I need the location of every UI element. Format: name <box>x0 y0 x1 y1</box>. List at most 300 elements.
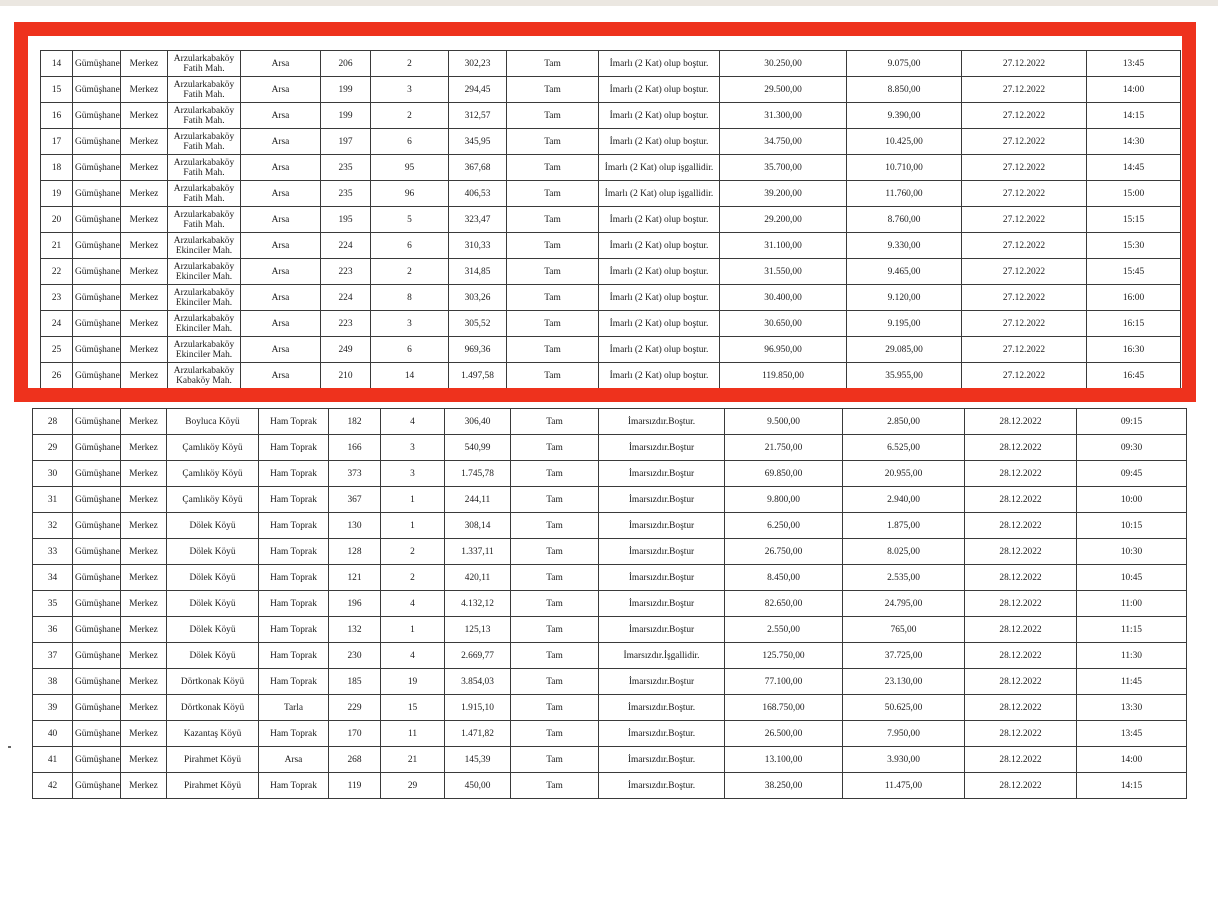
cell-saat: 14:45 <box>1087 155 1181 181</box>
cell-saat: 16:15 <box>1087 311 1181 337</box>
cell-hisse: Tam <box>507 285 599 311</box>
table-row <box>33 695 1187 721</box>
cell-bedel: 9.800,00 <box>725 487 843 513</box>
cell-ada: 373 <box>329 461 381 487</box>
table-row <box>33 643 1187 669</box>
cell-hisse: Tam <box>511 721 599 747</box>
cell-no: 18 <box>41 155 73 181</box>
cell-nitelik: Ham Toprak <box>259 539 329 565</box>
cell-il: Gümüşhane <box>73 565 121 591</box>
cell-saat: 15:15 <box>1087 207 1181 233</box>
cell-ilce: Merkez <box>121 51 168 77</box>
table-row <box>41 337 1181 363</box>
cell-durum: İmarlı (2 Kat) olup boştur. <box>599 285 720 311</box>
cell-durum: İmarsızdır.Boştur <box>599 669 725 695</box>
cell-yuzolcum: 310,33 <box>449 233 507 259</box>
cell-ilce: Merkez <box>121 435 167 461</box>
cell-mahalle-line: Ekinciler Mah. <box>175 271 233 282</box>
cell-nitelik: Arsa <box>241 285 321 311</box>
cell-bedel: 30.250,00 <box>720 51 847 77</box>
cell-no: 30 <box>33 461 73 487</box>
cell-tarih: 27.12.2022 <box>962 129 1087 155</box>
cell-ilce: Merkez <box>121 207 168 233</box>
table-row <box>33 773 1187 799</box>
cell-yuzolcum: 4.132,12 <box>445 591 511 617</box>
cell-nitelik: Ham Toprak <box>259 435 329 461</box>
cell-ada: 199 <box>321 103 371 129</box>
cell-tarih: 28.12.2022 <box>965 695 1077 721</box>
cell-saat: 11:15 <box>1077 617 1187 643</box>
cell-ada: 166 <box>329 435 381 461</box>
cell-parsel: 2 <box>381 539 445 565</box>
cell-hisse: Tam <box>507 389 599 399</box>
cell-yuzolcum: 1.471,82 <box>445 721 511 747</box>
cell-ilce: Merkez <box>121 773 167 799</box>
cell-parsel: 1 <box>381 617 445 643</box>
table-row <box>33 747 1187 773</box>
cell-no: 23 <box>41 285 73 311</box>
cell-mahalle <box>168 103 241 129</box>
cell-bedel: 30.650,00 <box>720 311 847 337</box>
table-row <box>41 77 1181 103</box>
cell-saat: 11:00 <box>1077 591 1187 617</box>
cell-il: Gümüşhane <box>73 747 121 773</box>
cell-ada: 249 <box>321 337 371 363</box>
cell-tarih: 27.12.2022 <box>962 285 1087 311</box>
cell-yuzolcum: 345,95 <box>449 129 507 155</box>
cell-mahalle: Çamlıköy Köyü <box>167 435 259 461</box>
cell-durum: İmarsızdır.Boştur <box>599 617 725 643</box>
cell-il: Gümüşhane <box>73 643 121 669</box>
cell-hisse: Tam <box>511 695 599 721</box>
cell-parsel: 4 <box>381 591 445 617</box>
cell-teminat: 9.330,00 <box>847 233 962 259</box>
cell-mahalle-line: Ekinciler Mah. <box>175 323 233 334</box>
cell-il: Gümüşhane <box>73 51 121 77</box>
cell-yuzolcum: 969,36 <box>449 337 507 363</box>
cell-hisse: Tam <box>511 643 599 669</box>
cell-teminat: 50.625,00 <box>843 695 965 721</box>
cell-il: Gümüşhane <box>73 617 121 643</box>
cell-saat: 13:30 <box>1077 695 1187 721</box>
cell-nitelik: Arsa <box>241 259 321 285</box>
cell-no: 14 <box>41 51 73 77</box>
cell-durum: İmarlı (2 Kat) olup boştur. <box>599 363 720 389</box>
cell-bedel: 125.750,00 <box>725 643 843 669</box>
table-row <box>33 617 1187 643</box>
cell-il: Gümüşhane <box>73 513 121 539</box>
cell-hisse: Tam <box>507 233 599 259</box>
cell-parsel: 95 <box>371 155 449 181</box>
cell-hisse: Tam <box>511 487 599 513</box>
cell-durum: İmarlı (2 Kat) olup boştur. <box>599 77 720 103</box>
cell-mahalle <box>168 233 241 259</box>
cell-bedel: 30.400,00 <box>720 285 847 311</box>
cell-hisse: Tam <box>507 155 599 181</box>
cell-durum: İmarlı (2 Kat) olup boştur. <box>599 259 720 285</box>
cell-nitelik: Ham Toprak <box>241 389 321 399</box>
cell-parsel: 4 <box>381 643 445 669</box>
cell-hisse: Tam <box>507 129 599 155</box>
cell-mahalle-line: Arzularkabaköy <box>173 183 235 194</box>
cell-nitelik: Arsa <box>241 311 321 337</box>
cell-durum: İmarlı (2 Kat) olup boştur. <box>599 337 720 363</box>
cell-mahalle <box>168 259 241 285</box>
cell-bedel: 9.500,00 <box>725 409 843 435</box>
cell-ada: 224 <box>321 285 371 311</box>
cell-teminat: 2.850,00 <box>843 409 965 435</box>
cell-il: Gümüşhane <box>73 155 121 181</box>
cell-no: 37 <box>33 643 73 669</box>
cell-teminat: 7.950,00 <box>843 721 965 747</box>
cell-saat: 10:30 <box>1077 539 1187 565</box>
cell-durum: İmarsızdır.Boştur <box>599 565 725 591</box>
cell-nitelik: Ham Toprak <box>259 721 329 747</box>
cell-no: 32 <box>33 513 73 539</box>
cell-no: 16 <box>41 103 73 129</box>
cell-saat: 11:45 <box>1077 669 1187 695</box>
cell-durum: İmarsızdır.Boştur <box>599 513 725 539</box>
cell-saat: 10:00 <box>1077 487 1187 513</box>
cell-bedel: 82.650,00 <box>725 591 843 617</box>
cell-ilce: Merkez <box>121 695 167 721</box>
cell-tarih: 27.12.2022 <box>962 51 1087 77</box>
cell-nitelik: Ham Toprak <box>259 565 329 591</box>
cell-mahalle <box>168 181 241 207</box>
cell-yuzolcum: 420,11 <box>445 565 511 591</box>
cell-ada: 130 <box>329 513 381 539</box>
cell-hisse: Tam <box>507 51 599 77</box>
cell-mahalle: Boyluca Köyü <box>168 389 241 399</box>
cell-mahalle: Dörtkonak Köyü <box>167 669 259 695</box>
cell-tarih: 27.12.2022 <box>962 155 1087 181</box>
cell-no: 17 <box>41 129 73 155</box>
cell-tarih: 27.12.2022 <box>962 259 1087 285</box>
cell-parsel: 6 <box>371 337 449 363</box>
cell-ilce: Merkez <box>121 539 167 565</box>
cell-no: 26 <box>41 363 73 389</box>
cell-mahalle-line: Arzularkabaköy <box>173 287 235 298</box>
cell-no: 42 <box>33 773 73 799</box>
cell-nitelik: Arsa <box>241 129 321 155</box>
cell-yuzolcum: 305,52 <box>449 311 507 337</box>
table-row <box>41 103 1181 129</box>
cell-hisse: Tam <box>511 773 599 799</box>
cell-no: 36 <box>33 617 73 643</box>
cell-ada: 367 <box>329 487 381 513</box>
cell-durum: İmarsızdır.Boştur. <box>599 389 720 399</box>
cell-teminat: 765,00 <box>843 617 965 643</box>
cell-parsel: 3 <box>381 461 445 487</box>
cell-hisse: Tam <box>507 181 599 207</box>
cell-ada: 199 <box>321 77 371 103</box>
cell-hisse: Tam <box>511 513 599 539</box>
cell-tarih: 28.12.2022 <box>965 591 1077 617</box>
cell-durum: İmarlı (2 Kat) olup boştur. <box>599 103 720 129</box>
cell-ilce: Merkez <box>121 363 168 389</box>
cell-ada: 195 <box>321 207 371 233</box>
cell-yuzolcum: 1.915,10 <box>445 695 511 721</box>
cell-saat: 16:00 <box>1087 285 1181 311</box>
cell-teminat: 11.475,00 <box>843 773 965 799</box>
cell-hisse: Tam <box>511 591 599 617</box>
cell-yuzolcum: 450,00 <box>445 773 511 799</box>
cell-yuzolcum: 367,68 <box>449 155 507 181</box>
cell-teminat: 23.130,00 <box>843 669 965 695</box>
cell-durum: İmarlı (2 Kat) olup işgallidir. <box>599 181 720 207</box>
table-row <box>33 669 1187 695</box>
cell-ilce: Merkez <box>121 337 168 363</box>
cell-ada: 185 <box>329 669 381 695</box>
cell-mahalle: Boyluca Köyü <box>167 409 259 435</box>
cell-il: Gümüşhane <box>73 77 121 103</box>
cell-parsel: 3 <box>381 435 445 461</box>
cell-ilce: Merkez <box>121 77 168 103</box>
cell-yuzolcum: 406,53 <box>449 181 507 207</box>
cell-parsel: 1 <box>381 513 445 539</box>
cell-il: Gümüşhane <box>73 487 121 513</box>
cell-teminat: 37.725,00 <box>843 643 965 669</box>
cell-ada: 206 <box>321 51 371 77</box>
cell-mahalle-line: Fatih Mah. <box>183 219 225 230</box>
cell-tarih: 27.12.2022 <box>962 181 1087 207</box>
cell-nitelik: Ham Toprak <box>259 773 329 799</box>
cell-nitelik: Ham Toprak <box>259 409 329 435</box>
auction-table-top <box>40 50 1181 399</box>
cell-hisse: Tam <box>511 409 599 435</box>
cell-saat: 09:45 <box>1077 461 1187 487</box>
cell-saat: 10:45 <box>1077 565 1187 591</box>
cell-nitelik: Tarla <box>259 695 329 721</box>
table-row <box>41 363 1181 389</box>
cell-no: 38 <box>33 669 73 695</box>
cell-no: 41 <box>33 747 73 773</box>
cell-mahalle-line: Arzularkabaköy <box>173 131 235 142</box>
cell-bedel: 26.500,00 <box>725 721 843 747</box>
cell-yuzolcum: 125,13 <box>445 617 511 643</box>
cell-mahalle: Pirahmet Köyü <box>167 773 259 799</box>
cell-tarih: 28.12.2022 <box>965 409 1077 435</box>
cell-tarih: 28.12.2022 <box>965 669 1077 695</box>
cell-yuzolcum: 308,14 <box>445 513 511 539</box>
table-row <box>41 155 1181 181</box>
cell-bedel: 34.750,00 <box>720 129 847 155</box>
cell-saat: 15:30 <box>1087 233 1181 259</box>
cell-bedel: 66.450,00 <box>720 389 847 399</box>
cell-no: 24 <box>41 311 73 337</box>
cell-mahalle-line: Arzularkabaköy <box>173 209 235 220</box>
cell-il: Gümüşhane <box>73 337 121 363</box>
cell-ilce: Merkez <box>121 259 168 285</box>
cell-yuzolcum: 244,11 <box>445 487 511 513</box>
cell-nitelik: Arsa <box>241 155 321 181</box>
cell-durum: İmarlı (2 Kat) olup boştur. <box>599 129 720 155</box>
cell-hisse: Tam <box>507 77 599 103</box>
cell-teminat: 10.710,00 <box>847 155 962 181</box>
cell-yuzolcum: 3.854,03 <box>445 669 511 695</box>
cell-il: Gümüşhane <box>73 721 121 747</box>
cell-saat: 15:00 <box>1087 181 1181 207</box>
cell-il: Gümüşhane <box>73 207 121 233</box>
cell-mahalle: Dölek Köyü <box>167 643 259 669</box>
cell-saat: 14:30 <box>1087 129 1181 155</box>
cell-tarih: 28.12.2022 <box>962 389 1087 399</box>
cell-mahalle: Dölek Köyü <box>167 591 259 617</box>
cell-tarih: 27.12.2022 <box>962 77 1087 103</box>
cell-saat: 10:15 <box>1077 513 1187 539</box>
cell-hisse: Tam <box>507 363 599 389</box>
cell-teminat: 29.085,00 <box>847 337 962 363</box>
cell-parsel: 2 <box>371 389 449 399</box>
cell-nitelik: Ham Toprak <box>259 513 329 539</box>
table-row <box>33 435 1187 461</box>
cell-saat: 14:15 <box>1087 103 1181 129</box>
table-row <box>41 181 1181 207</box>
cell-yuzolcum: 314,85 <box>449 259 507 285</box>
cell-saat: 16:45 <box>1087 363 1181 389</box>
cell-ilce: Merkez <box>121 487 167 513</box>
cell-parsel: 19 <box>381 669 445 695</box>
table-row <box>33 461 1187 487</box>
cell-no: 21 <box>41 233 73 259</box>
cell-ilce: Merkez <box>121 747 167 773</box>
cell-bedel: 29.500,00 <box>720 77 847 103</box>
cell-bedel: 77.100,00 <box>725 669 843 695</box>
cell-ilce: Merkez <box>121 181 168 207</box>
cell-mahalle: Çamlıköy Köyü <box>167 461 259 487</box>
cell-mahalle: Çamlıköy Köyü <box>167 487 259 513</box>
table-row <box>33 487 1187 513</box>
cell-il: Gümüşhane <box>73 539 121 565</box>
cell-bedel: 31.550,00 <box>720 259 847 285</box>
cell-yuzolcum: 302,23 <box>449 51 507 77</box>
cell-tarih: 27.12.2022 <box>962 103 1087 129</box>
cell-ilce: Merkez <box>121 565 167 591</box>
cell-parsel: 29 <box>381 773 445 799</box>
cell-yuzolcum: 294,45 <box>449 77 507 103</box>
cell-bedel: 21.750,00 <box>725 435 843 461</box>
cell-mahalle <box>168 51 241 77</box>
cell-durum: İmarsızdır.Boştur <box>599 435 725 461</box>
cell-tarih: 28.12.2022 <box>965 617 1077 643</box>
cell-nitelik: Ham Toprak <box>259 617 329 643</box>
cell-mahalle: Dörtkonak Köyü <box>167 695 259 721</box>
cell-mahalle-line: Ekinciler Mah. <box>175 297 233 308</box>
table-row <box>33 721 1187 747</box>
cell-yuzolcum: 303,26 <box>449 285 507 311</box>
cell-parsel: 5 <box>371 207 449 233</box>
cell-ada: 229 <box>329 695 381 721</box>
cell-mahalle-line: Arzularkabaköy <box>173 105 235 116</box>
table-row <box>41 285 1181 311</box>
cell-tarih: 27.12.2022 <box>962 337 1087 363</box>
cell-durum: İmarsızdır.Boştur <box>599 591 725 617</box>
cell-il: Gümüşhane <box>73 695 121 721</box>
auction-table-bottom <box>32 408 1187 799</box>
cell-saat: 14:00 <box>1077 747 1187 773</box>
cell-saat: 14:00 <box>1087 77 1181 103</box>
cell-ilce: Merkez <box>121 591 167 617</box>
table-row <box>33 591 1187 617</box>
cell-durum: İmarsızdır.Boştur <box>599 487 725 513</box>
cell-nitelik: Arsa <box>241 181 321 207</box>
cell-parsel: 6 <box>371 129 449 155</box>
table-row <box>41 233 1181 259</box>
cell-saat: 09:00 <box>1087 389 1181 399</box>
cell-teminat: 9.195,00 <box>847 311 962 337</box>
cell-tarih: 28.12.2022 <box>965 747 1077 773</box>
cell-ada: 235 <box>321 181 371 207</box>
cell-parsel: 1 <box>381 487 445 513</box>
cell-bedel: 168.750,00 <box>725 695 843 721</box>
cell-nitelik: Ham Toprak <box>259 487 329 513</box>
cell-ada: 170 <box>329 721 381 747</box>
cell-saat: 15:45 <box>1087 259 1181 285</box>
cell-no: 15 <box>41 77 73 103</box>
cell-mahalle-line: Arzularkabaköy <box>173 313 235 324</box>
cell-tarih: 27.12.2022 <box>962 207 1087 233</box>
cell-ada: 235 <box>321 155 371 181</box>
cell-teminat: 19.935,00 <box>847 389 962 399</box>
cell-mahalle-line: Arzularkabaköy <box>173 79 235 90</box>
cell-teminat: 9.465,00 <box>847 259 962 285</box>
cell-mahalle: Dölek Köyü <box>167 617 259 643</box>
cell-ada: 128 <box>329 539 381 565</box>
cell-mahalle-line: Fatih Mah. <box>183 115 225 126</box>
cell-ilce: Merkez <box>121 617 167 643</box>
table-row <box>41 259 1181 285</box>
cell-durum: İmarsızdır.Boştur <box>599 539 725 565</box>
cell-ada: 196 <box>329 591 381 617</box>
cell-mahalle: Pirahmet Köyü <box>167 747 259 773</box>
table-row <box>33 513 1187 539</box>
cell-nitelik: Arsa <box>241 337 321 363</box>
cell-bedel: 69.850,00 <box>725 461 843 487</box>
cell-nitelik: Arsa <box>259 747 329 773</box>
cell-ilce: Merkez <box>121 389 168 399</box>
cell-hisse: Tam <box>507 259 599 285</box>
cell-teminat: 3.930,00 <box>843 747 965 773</box>
cell-mahalle: Dölek Köyü <box>167 513 259 539</box>
cell-il: Gümüşhane <box>73 363 121 389</box>
cell-mahalle-line: Arzularkabaköy <box>173 157 235 168</box>
cell-ada: 197 <box>321 129 371 155</box>
cell-mahalle <box>168 207 241 233</box>
cell-teminat: 35.955,00 <box>847 363 962 389</box>
cell-nitelik: Ham Toprak <box>259 461 329 487</box>
cell-saat: 11:30 <box>1077 643 1187 669</box>
cell-ada: 182 <box>329 409 381 435</box>
cell-parsel: 8 <box>371 285 449 311</box>
cell-mahalle-line: Kabaköy Mah. <box>176 375 232 386</box>
cell-hisse: Tam <box>507 103 599 129</box>
cell-teminat: 2.535,00 <box>843 565 965 591</box>
cell-no: 35 <box>33 591 73 617</box>
cell-bedel: 8.450,00 <box>725 565 843 591</box>
cell-il: Gümüşhane <box>73 233 121 259</box>
cell-durum: İmarlı (2 Kat) olup boştur. <box>599 51 720 77</box>
cell-nitelik: Arsa <box>241 363 321 389</box>
cell-il: Gümüşhane <box>73 669 121 695</box>
cell-hisse: Tam <box>511 435 599 461</box>
cell-tarih: 28.12.2022 <box>965 539 1077 565</box>
cell-parsel: 96 <box>371 181 449 207</box>
cell-mahalle <box>168 311 241 337</box>
cell-il: Gümüşhane <box>73 461 121 487</box>
cell-mahalle-line: Ekinciler Mah. <box>175 245 233 256</box>
cell-yuzolcum: 2.140,80 <box>449 389 507 399</box>
cell-hisse: Tam <box>507 311 599 337</box>
